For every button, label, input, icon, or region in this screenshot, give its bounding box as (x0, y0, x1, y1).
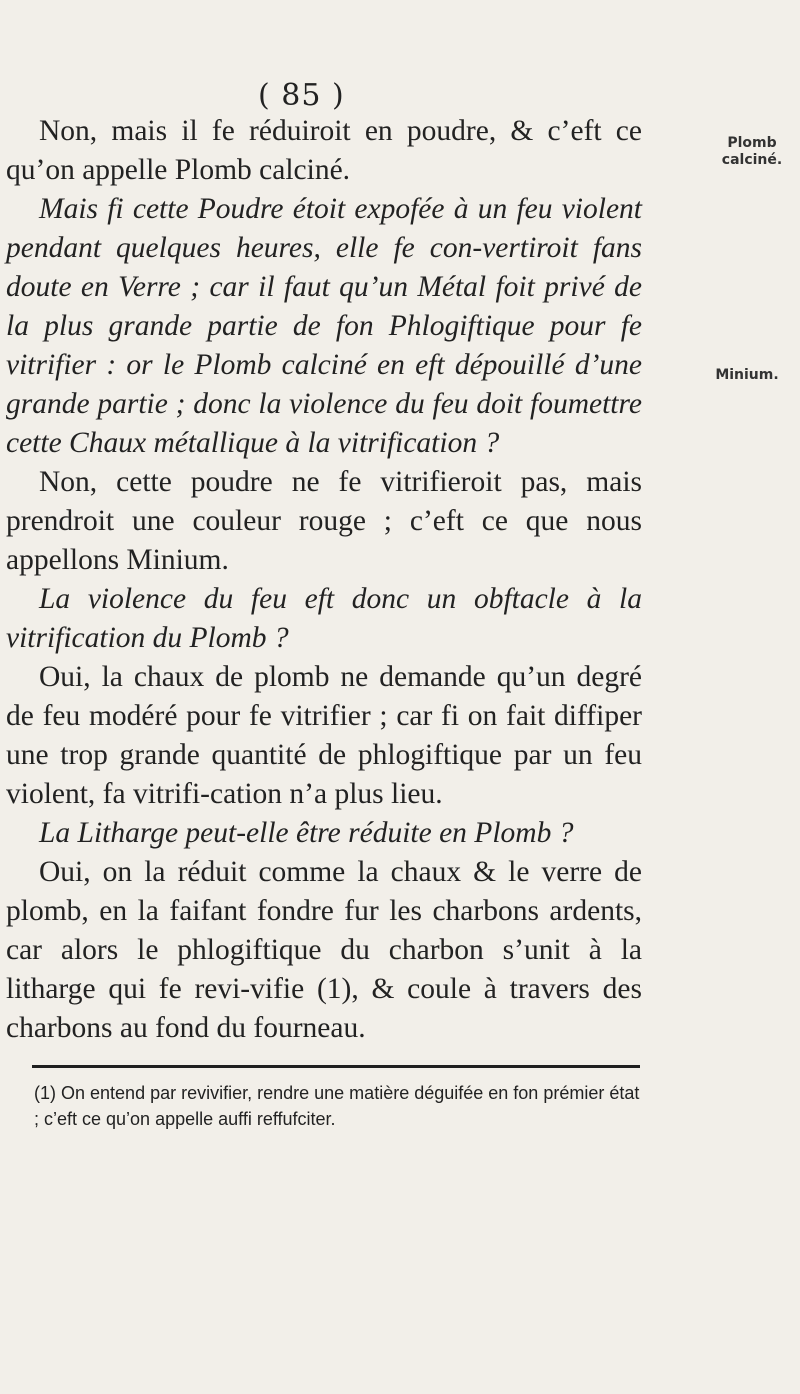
paragraph-answer-2: Non, cette poudre ne fe vitrifieroit pas, mais prendroit une couleur rouge ; c’eft ce que nous appellons Minium. (6, 466, 642, 576)
margin-note-plomb-calcine (712, 135, 792, 169)
paragraph-question-3: La Litharge peut-elle être réduite en Plomb ? (39, 817, 574, 849)
footnote-text: On entend par revivifier, rendre une matière déguifée en fon prémier état ; c’eft ce qu’on appelle auffi reffufciter. (34, 1083, 640, 1129)
paragraph-answer-4: Oui, on la réduit comme la chaux & le verre de plomb, en la faifant fondre fur les charbons ardents, car alors le phlogiftique du charbon s’unit à la litharge qui fe revi-vifie (1), & coule à travers des charbons au fond du fourneau. (6, 856, 642, 1044)
paragraph-question-1: Mais fi cette Poudre étoit expofée à un feu violent pendant quelques heures, elle fe con-vertiroit fans doute en Verre ; car il faut qu’un Métal foit privé de la plus grande partie de fon Phlogiftique pour fe vitrifier : or le Plomb calciné en eft dépouillé d’une grande partie ; donc la violence du feu doit foumettre cette Chaux métallique à la vitrification ? (6, 193, 642, 459)
margin-note-line: Plomb (727, 135, 777, 151)
margin-note-line: Minium. (715, 367, 779, 383)
main-text (6, 112, 642, 1048)
paragraph-answer-3: Oui, la chaux de plomb ne demande qu’un degré de feu modéré pour fe vitrifier ; car fi on fait diffiper une trop grande quantité de phlogiftique par un feu violent, fa vitrifi-cation n’a plus lieu. (6, 661, 642, 810)
margin-note-line: calciné. (721, 152, 783, 168)
paragraph-question-2: La violence du feu eft donc un obftacle à la vitrification du Plomb ? (6, 583, 642, 654)
footnote-marker: (1) (34, 1083, 56, 1103)
paragraph-answer-1: Non, mais il fe réduiroit en poudre, & c’eft ce qu’on appelle Plomb calciné. (6, 115, 642, 186)
page-number: ( 85 ) (258, 78, 345, 113)
footnote-paragraph (34, 1080, 644, 1132)
footnote-divider (32, 1065, 640, 1068)
margin-note-minium (702, 367, 792, 384)
footnote (34, 1080, 644, 1132)
